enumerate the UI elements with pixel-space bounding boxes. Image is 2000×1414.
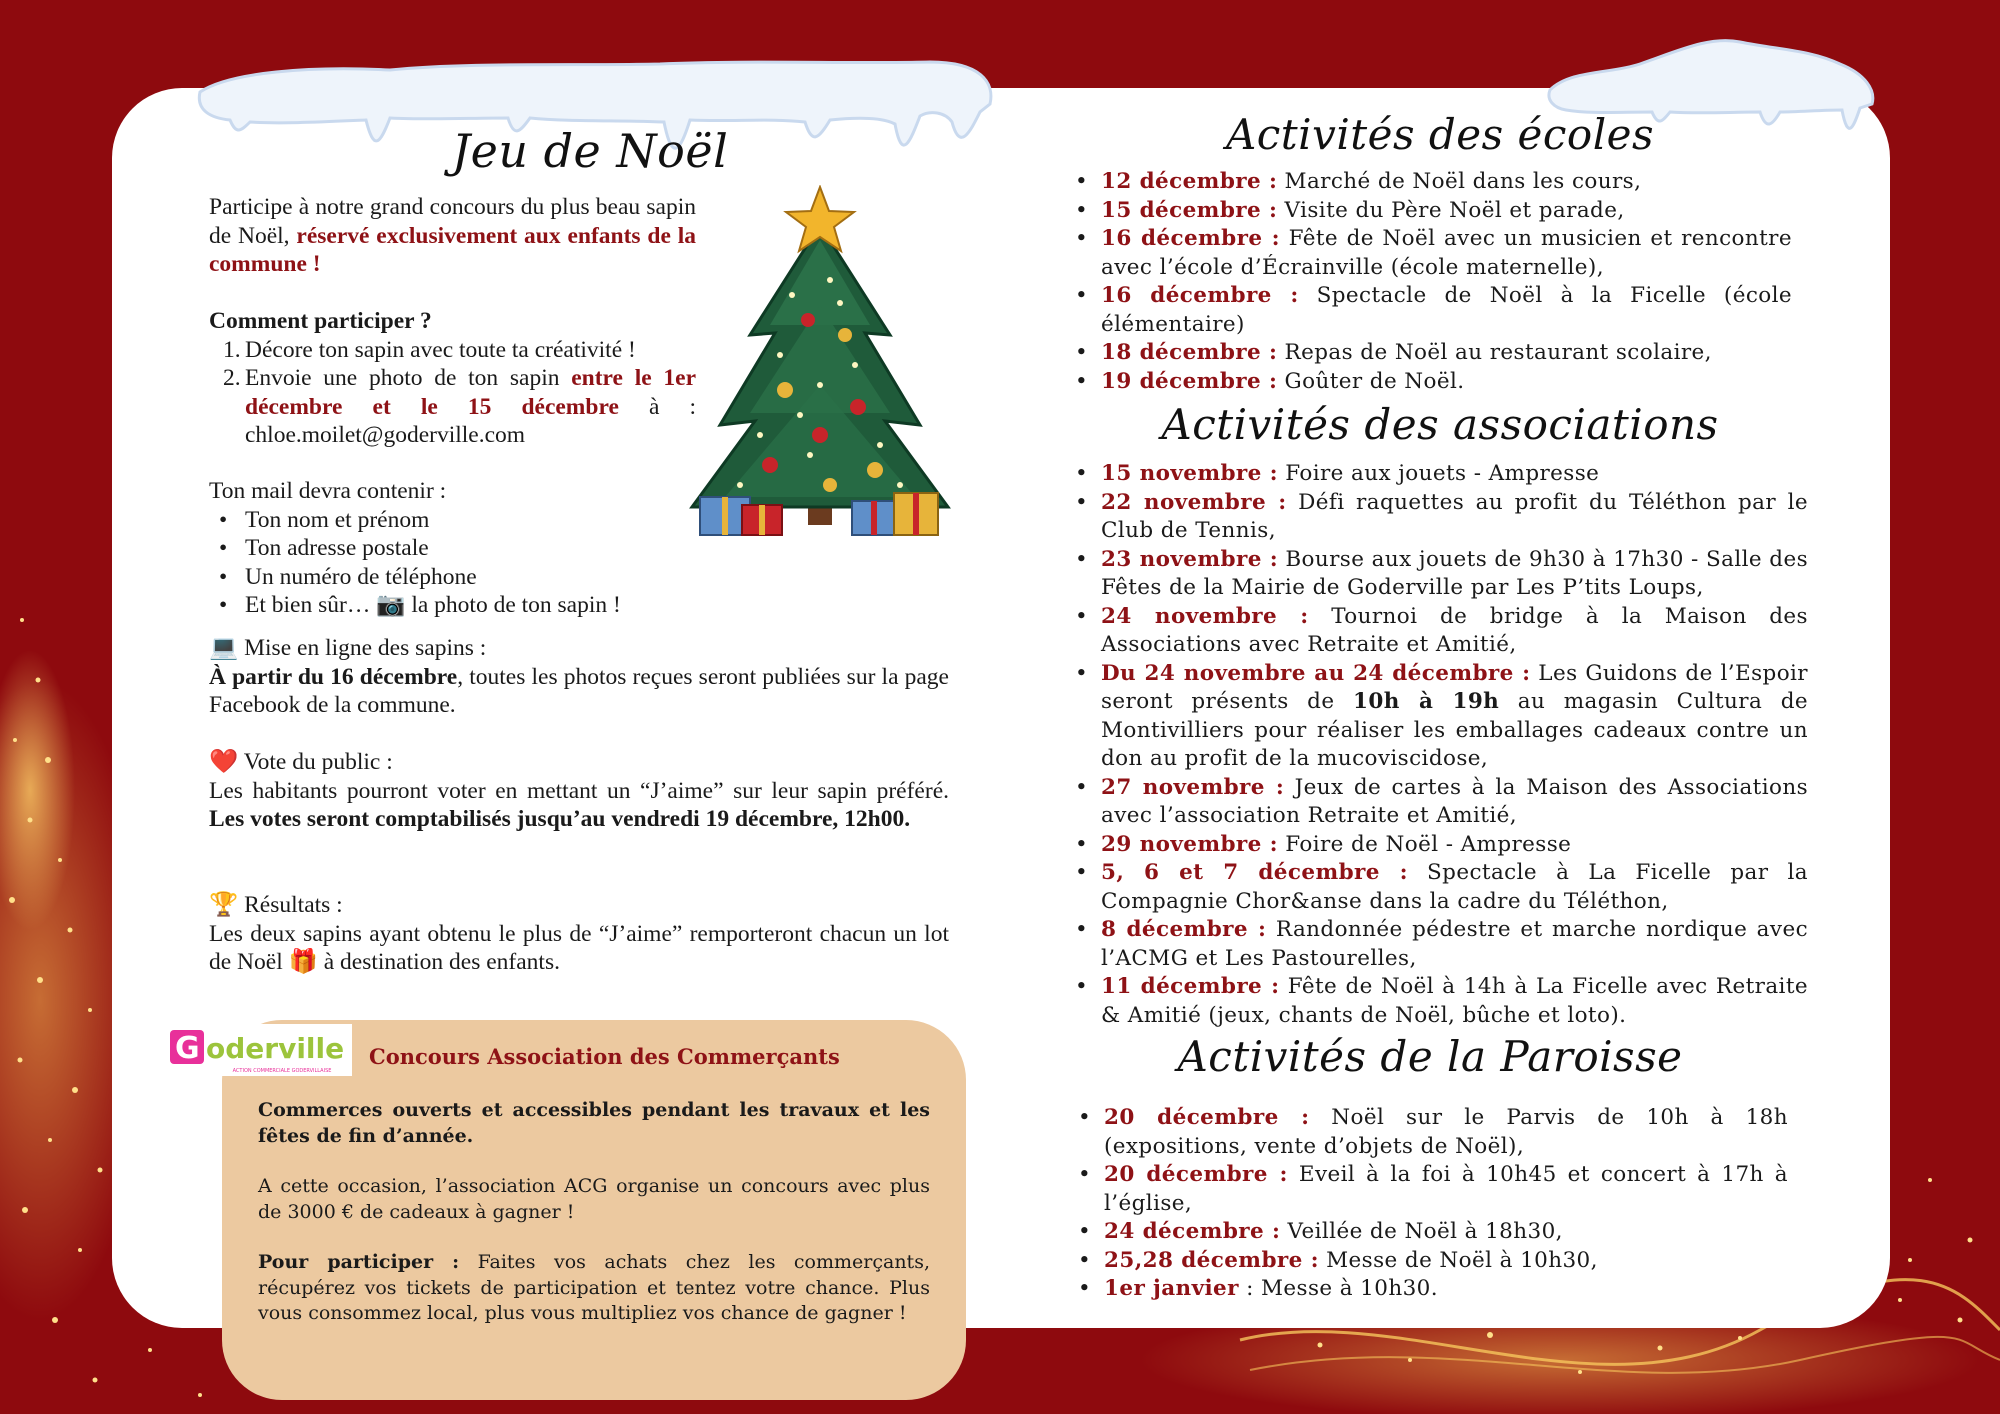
step-item [209, 364, 696, 450]
mail-item: • Ton adresse postale [209, 534, 696, 563]
results-heading: 🏆 Résultats : [209, 892, 343, 918]
associations-item: • 5, 6 et 7 décembre : Spectacle à La Ficelle par la Compagnie Chor&anse dans la cadre du Téléthon, [1065, 859, 1808, 916]
step-number: 2. [223, 365, 241, 391]
intro-paragraph [209, 193, 696, 279]
commercants-p3: Faites vos achats chez les commerçants, récupérez vos tickets de participation et tentez votre chance. Plus vous consommez local, plus vous multipliez vos chance de gagner ! [258, 1251, 930, 1324]
step-text: Envoie une photo de ton sapin [245, 365, 560, 391]
associations-item: • 11 décembre : Fête de Noël à 14h à La Ficelle avec Retraite & Amitié (jeux, chants de Noël, bûche et loto). [1065, 973, 1808, 1030]
intro-highlight: réservé exclusivement aux enfants de la commune ! [209, 222, 696, 277]
ecoles-item: • 18 décembre : Repas de Noël au restaurant scolaire, [1065, 339, 1792, 368]
ecoles-item: • 15 décembre : Visite du Père Noël et parade, [1065, 197, 1792, 226]
svg-text:G: G [175, 1031, 200, 1066]
online-date: À partir du 16 décembre [209, 663, 458, 690]
paroisse-item: • 24 décembre : Veillée de Noël à 18h30, [1068, 1218, 1788, 1247]
online-heading: 💻 Mise en ligne des sapins : [209, 635, 487, 661]
logo-subtitle: ACTION COMMERCIALE GODERVILLAISE [232, 1068, 332, 1074]
ecoles-title: Activités des écoles [1225, 110, 1655, 159]
online-text: , toutes les photos reçues seront publiées sur la page Facebook de la commune. [209, 663, 949, 718]
commercants-text [258, 1098, 930, 1327]
associations-list [1065, 460, 1808, 1030]
online-section [209, 634, 949, 720]
step-item [209, 336, 696, 365]
mail-item: • Ton nom et prénom [209, 506, 696, 535]
commercants-title: Concours Association des Commerçants [369, 1044, 840, 1069]
jeu-title: Jeu de Noël [451, 124, 729, 178]
ecoles-item: • 12 décembre : Marché de Noël dans les cours, [1065, 168, 1792, 197]
results-section [209, 891, 949, 977]
christmas-tree-illustration [680, 185, 960, 545]
step-highlight: entre le 1er décembre et le 15 décembre [245, 365, 697, 420]
commercants-p2: A cette occasion, l’association ACG organise un concours avec plus de 3000 € de cadeaux à gagner ! [258, 1175, 930, 1223]
how-section [209, 307, 696, 450]
step-email[interactable]: à : chloe.moilet@goderville.com [245, 393, 696, 448]
step-number: 1. [223, 336, 241, 363]
vote-heading: ❤️ Vote du public : [209, 749, 393, 775]
commercants-p1: Commerces ouverts et accessibles pendant les travaux et les fêtes de fin d’année. [258, 1099, 930, 1147]
ecoles-item: • 19 décembre : Goûter de Noël. [1065, 368, 1792, 397]
associations-item: • Du 24 novembre au 24 décembre : Les Guidons de l’Espoir seront présents de 10h à 19h au magasin Cultura de Montivilliers pour réaliser les emballages cadeaux contre un don au profit de la mucoviscidose, [1065, 660, 1808, 774]
paroisse-item: • 20 décembre : Noël sur le Parvis de 10h à 18h (expositions, vente d’objets de Noël), [1068, 1104, 1788, 1161]
vote-deadline: Les votes seront comptabilisés jusqu’au vendredi 19 décembre, 12h00. [209, 806, 911, 832]
associations-item: • 22 novembre : Défi raquettes au profit du Téléthon par le Club de Tennis, [1065, 489, 1808, 546]
commercants-p3-label: Pour participer : [258, 1251, 460, 1273]
ecoles-item: • 16 décembre : Spectacle de Noël à la Ficelle (école élémentaire) [1065, 282, 1792, 339]
paroisse-title: Activités de la Paroisse [1177, 1032, 1683, 1081]
associations-item: • 23 novembre : Bourse aux jouets de 9h30 à 17h30 - Salle des Fêtes de la Mairie de Goderville par Les P’tits Loups, [1065, 546, 1808, 603]
vote-text: Les habitants pourront voter en mettant un “J’aime” sur leur sapin préféré. [209, 777, 949, 804]
svg-text:oderville: oderville [206, 1032, 345, 1065]
mail-heading: Ton mail devra contenir : [209, 478, 447, 504]
how-heading: Comment participer ? [209, 308, 432, 334]
associations-item: • 29 novembre : Foire de Noël - Ampresse [1065, 831, 1808, 860]
mail-item: • Un numéro de téléphone [209, 563, 696, 592]
associations-item: • 27 novembre : Jeux de cartes à la Maison des Associations avec l’association Retraite et Amitié, [1065, 774, 1808, 831]
associations-title: Activités des associations [1161, 400, 1719, 449]
mail-section [209, 477, 696, 620]
paroisse-item: • 20 décembre : Eveil à la foi à 10h45 et concert à 17h à l’église, [1068, 1161, 1788, 1218]
paroisse-item: • 1er janvier : Messe à 10h30. [1068, 1275, 1788, 1304]
step-text: Décore ton sapin avec toute ta créativité ! [245, 336, 636, 363]
associations-item: • 24 novembre : Tournoi de bridge à la Maison des Associations avec Retraite et Amitié, [1065, 603, 1808, 660]
results-text: Les deux sapins ayant obtenu le plus de “J’aime” remporteront chacun un lot de Noël 🎁 à destination des enfants. [209, 920, 949, 975]
ecoles-list [1065, 168, 1792, 396]
intro-text: Participe à notre grand concours du plus beau sapin de Noël, [209, 194, 696, 249]
paroisse-list [1068, 1104, 1788, 1304]
associations-item: • 8 décembre : Randonnée pédestre et marche nordique avec l’ACMG et Les Pastourelles, [1065, 916, 1808, 973]
mail-item: • Et bien sûr… 📷 la photo de ton sapin ! [209, 591, 696, 620]
associations-item: • 15 novembre : Foire aux jouets - Ampresse [1065, 460, 1808, 489]
vote-section [209, 748, 949, 834]
paroisse-item: • 25,28 décembre : Messe de Noël à 10h30, [1068, 1247, 1788, 1276]
ecoles-item: • 16 décembre : Fête de Noël avec un musicien et rencontre avec l’école d’Écrainville (école maternelle), [1065, 225, 1792, 282]
